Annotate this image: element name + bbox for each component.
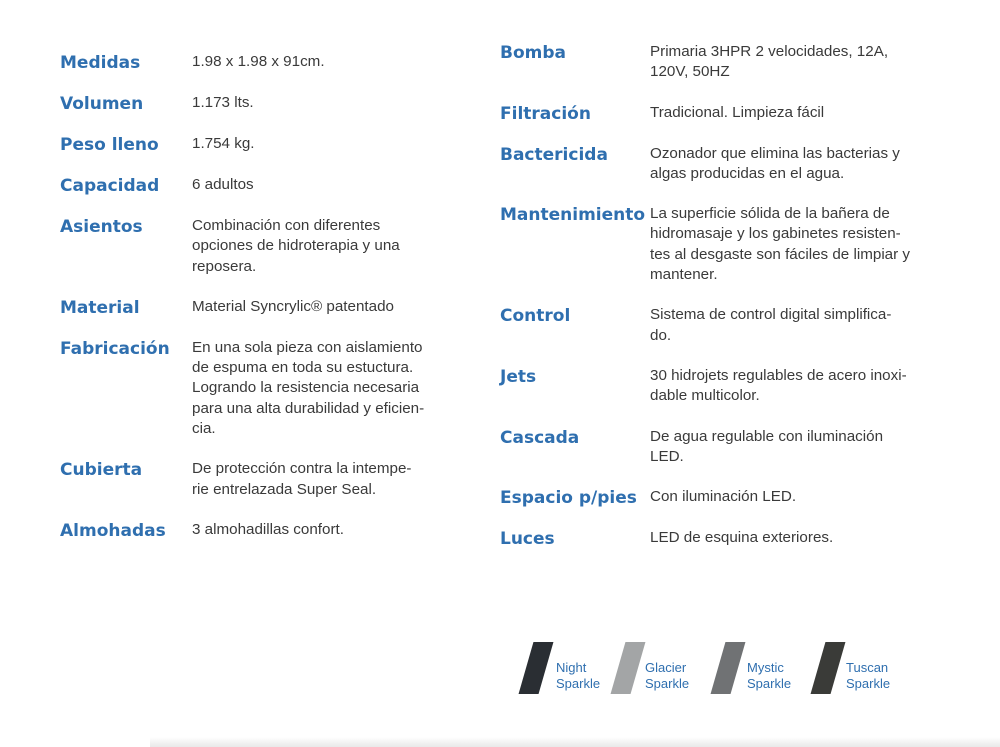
spec-label: Cascada (500, 427, 580, 448)
spec-row-jets (500, 366, 945, 407)
spec-value: Sistema de control digital simplifica- do. (650, 306, 892, 344)
spec-row-peso-lleno (60, 134, 460, 155)
spec-value: 3 almohadillas confort. (192, 520, 344, 538)
color-swatch-bar (711, 642, 746, 694)
spec-row-filtracion (500, 103, 945, 124)
page-edge-shadow (150, 737, 1000, 747)
spec-value: 1.754 kg. (192, 135, 255, 152)
finish-name: Mystic Sparkle (747, 660, 792, 691)
color-swatch-bar (611, 642, 646, 694)
spec-value: Primaria 3HPR 2 velocidades, 12A, 120V, 50HZ (650, 43, 889, 81)
finish-name: Glacier Sparkle (645, 660, 690, 691)
spec-label: Asientos (60, 217, 143, 237)
finish-name: Night Sparkle (556, 660, 601, 691)
spec-label: Bomba (500, 43, 566, 63)
spec-label: Luces (500, 529, 555, 550)
spec-value: 6 adultos (192, 176, 254, 193)
color-swatch-bar (811, 642, 846, 694)
spec-value: Ozonador que elimina las bacterias y algas producidas en el agua. (650, 144, 900, 182)
spec-row-control (500, 305, 945, 346)
spec-value: LED de esquina exteriores. (650, 529, 834, 547)
spec-row-bomba (500, 42, 945, 83)
spec-label: Fabricación (60, 338, 170, 359)
spec-row-material (60, 297, 460, 318)
spec-value: 1.173 lts. (192, 94, 254, 111)
spec-label: Peso lleno (60, 135, 159, 155)
spec-column-left (60, 52, 460, 561)
spec-label: Cubierta (60, 460, 143, 481)
spec-value: Material Syncrylic® patentado (192, 297, 394, 315)
spec-value: Tradicional. Limpieza fácil (650, 103, 825, 121)
spec-value: De agua regulable con iluminación LED. (650, 427, 884, 465)
spec-label: Bactericida (500, 144, 608, 165)
spec-value: La superficie sólida de la bañera de hidromasaje y los gabinetes resisten- tes al desgaste son fáciles de limpiar y mantener. (650, 205, 911, 284)
spec-label: Volumen (60, 94, 144, 114)
finish-swatches (518, 640, 938, 700)
spec-label: Medidas (60, 53, 141, 73)
spec-row-almohadas (60, 520, 460, 541)
spec-row-medidas (60, 52, 460, 73)
spec-row-luces (500, 528, 945, 549)
spec-row-espacio-pies (500, 487, 945, 508)
finish-name: Tuscan Sparkle (846, 660, 891, 691)
spec-label: Mantenimiento (500, 205, 646, 226)
spec-row-capacidad (60, 175, 460, 196)
spec-label: Espacio p/pies (500, 488, 637, 509)
spec-label: Jets (500, 366, 537, 387)
spec-value: 1.98 x 1.98 x 91cm. (192, 53, 325, 70)
spec-value: En una sola pieza con aislamiento de espuma en toda su estuctura. Logrando la resistencia necesaria para una alta durabilidad y eficien- cia. (192, 338, 425, 438)
spec-row-volumen (60, 93, 460, 114)
spec-label: Filtración (500, 103, 591, 124)
spec-row-mantenimiento (500, 204, 945, 285)
spec-value: De protección contra la intempe- rie entrelazada Super Seal. (192, 460, 412, 498)
spec-row-asientos (60, 216, 460, 277)
spec-label: Material (60, 297, 140, 318)
spec-value: 30 hidrojets regulables de acero inoxi- dable multicolor. (650, 366, 907, 405)
spec-value: Combinación con diferentes opciones de hidroterapia y una reposera. (192, 217, 400, 275)
spec-value: Con iluminación LED. (650, 488, 797, 506)
spec-row-cascada (500, 427, 945, 468)
spec-row-fabricacion (60, 338, 460, 439)
spec-label: Almohadas (60, 520, 166, 541)
spec-row-bactericida (500, 144, 945, 185)
spec-column-right (500, 42, 945, 569)
spec-label: Control (500, 306, 571, 327)
spec-row-cubierta (60, 459, 460, 500)
color-swatch-bar (519, 642, 554, 694)
spec-label: Capacidad (60, 176, 160, 196)
